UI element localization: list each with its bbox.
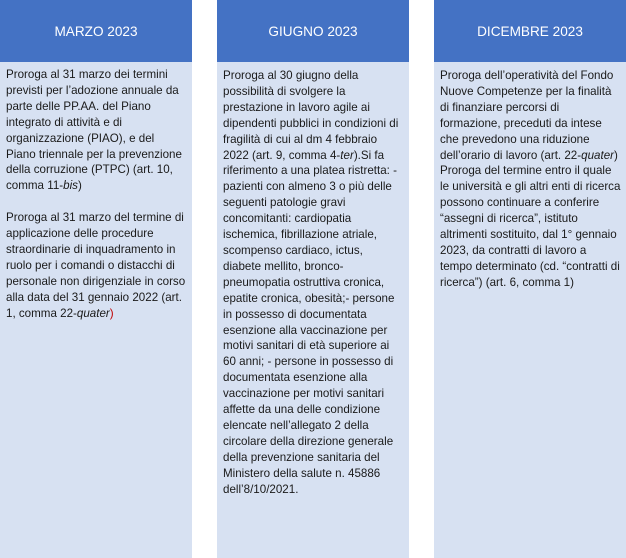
paragraph [440, 163, 621, 290]
paragraph [223, 68, 404, 497]
text-run: Proroga al 30 giugno della possibilità di svolgere la prestazione in lavoro agile ai dipendenti pubblici in condizioni di fragilità di cui al dm 4 febbraio 2022 (art. 9, comma 4- [223, 69, 399, 162]
column-marzo-2023 [0, 0, 192, 558]
column-header: MARZO 2023 [0, 0, 192, 62]
text-run-italic: quater [581, 148, 614, 162]
text-run-italic: ter [340, 148, 354, 162]
text-run-red: ) [109, 306, 114, 320]
paragraph [440, 68, 621, 163]
column-body [434, 62, 626, 558]
paragraph [6, 67, 187, 194]
text-run-italic: bis [63, 179, 78, 193]
column-header: GIUGNO 2023 [217, 0, 409, 62]
text-run: ) [614, 148, 618, 162]
text-run: ).Si fa riferimento a una platea ristretta: - pazienti con almeno 3 o più delle seguenti patologie gravi concomitanti: cardiopatia ischemica, fibrillazione atriale, scompenso cardiaco, ictus, diabete mellito, bronco-pneumopatia ostruttiva cronica, epatite cronica, obesità;- persone in possesso di documentata esenzione alla vaccinazione per motivi sanitari di età superiore ai 60 anni; - persone in possesso di documentata esenzione alla vaccinazione per motivi sanitari affette da una delle condizione elencate nell’allegato 2 della circolare della direzione generale della prevenzione sanitaria del Ministero della salute n. 45886 dell’8/10/2021. [223, 148, 397, 496]
text-run: Proroga del termine entro il quale le università e gli altri enti di ricerca possono continuare a conferire “assegni di ricerca”, istituto altrimenti sostituito, dal 1° gennaio 2023, da contratti di lavoro a tempo determinato (cd. “contratti di ricerca”) (art. 6, comma 1) [440, 164, 621, 289]
column-header: DICEMBRE 2023 [434, 0, 626, 62]
text-run: Proroga dell’operatività del Fondo Nuove Competenze per la finalità di finanziare percorsi di formazione, preceduti da intese che prevedono una riduzione dell’orario di lavoro (art. 22- [440, 69, 614, 162]
text-run-italic: quater [76, 306, 110, 320]
column-body [0, 62, 192, 558]
text-run: ) [77, 179, 82, 193]
text-run: Proroga al 31 marzo dei termini previsti per l’adozione annuale da parte delle PP.AA. del Piano integrato di attività e di organizzazione (PIAO), e del Piano triennale per la prevenzione della corruzione (PTPC) (art. 10, comma 11- [6, 68, 182, 193]
column-giugno-2023 [217, 0, 409, 558]
text-run: Proroga al 31 marzo del termine di applicazione delle procedure straordinarie di inquadramento in ruolo per i comandi o distacchi di personale non dirigenziale in corso alla data del 31 gennaio 2022 (art. 1, comma 22- [6, 211, 186, 320]
column-body [217, 62, 409, 558]
paragraph [6, 210, 187, 321]
column-dicembre-2023 [434, 0, 626, 558]
